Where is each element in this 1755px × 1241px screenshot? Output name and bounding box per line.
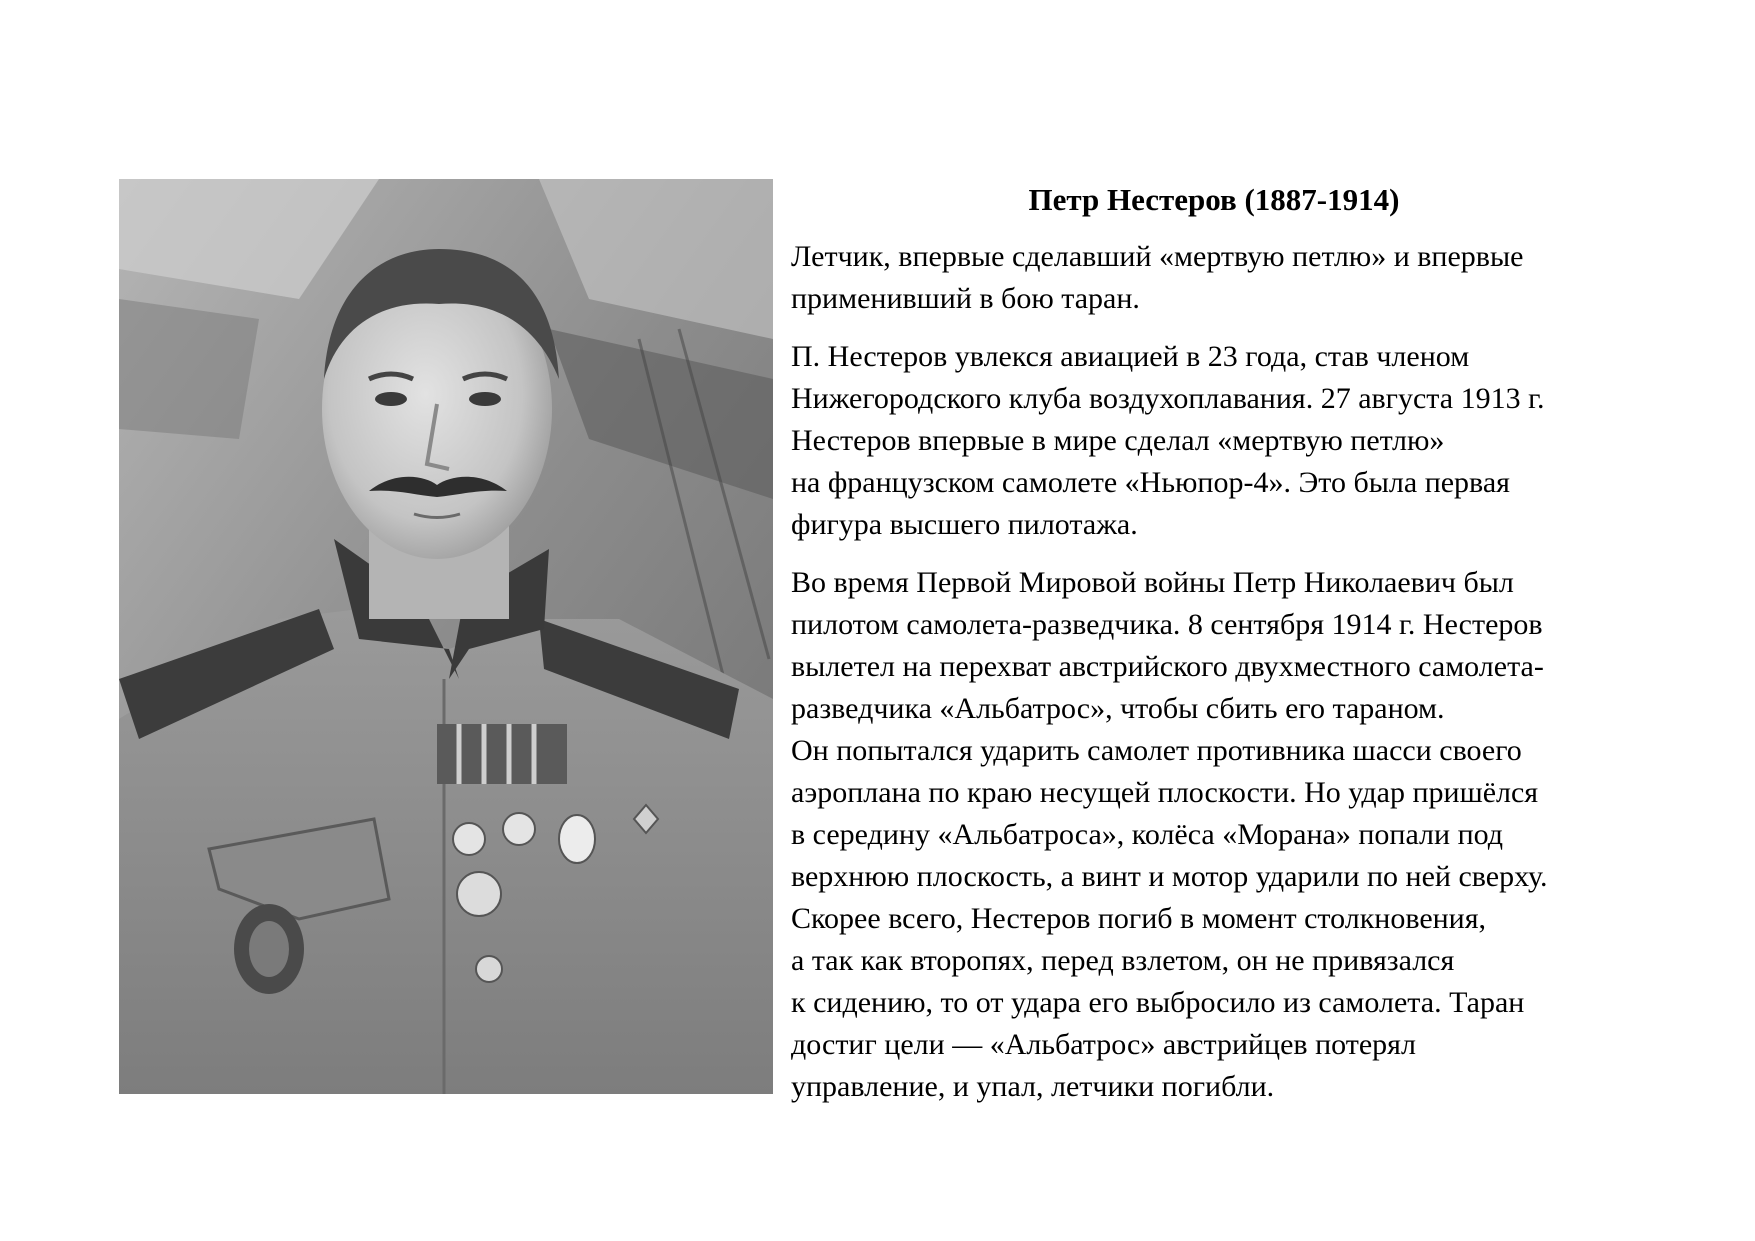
text-line: аэроплана по краю несущей плоскости. Но удар пришёлся <box>791 776 1539 809</box>
text-line: Летчик, впервые сделавший «мертвую петлю» и впервые <box>791 240 1524 273</box>
text-column <box>791 180 1691 1108</box>
text-line: достиг цели — «Альбатрос» австрийцев потерял <box>791 1028 1416 1061</box>
text-line: П. Нестеров увлекся авиацией в 23 года, став членом <box>791 340 1470 373</box>
biography-paragraph <box>791 336 1691 546</box>
text-line: а так как второпях, перед взлетом, он не привязался <box>791 944 1455 977</box>
text-line: верхнюю плоскость, а винт и мотор ударили по ней сверху. <box>791 860 1548 893</box>
page-title: Петр Нестеров (1887-1914) <box>1028 182 1400 217</box>
text-line: в середину «Альбатроса», колёса «Морана» попали под <box>791 818 1504 851</box>
text-line: управление, и упал, летчики погибли. <box>791 1070 1275 1103</box>
text-line: фигура высшего пилотажа. <box>791 508 1138 541</box>
text-line: применивший в бою таран. <box>791 282 1140 315</box>
text-line: Он попытался ударить самолет противника шасси своего <box>791 734 1522 767</box>
text-line: к сидению, то от удара его выбросило из самолета. Таран <box>791 986 1525 1019</box>
text-line: на французском самолете «Ньюпор-4». Это была первая <box>791 466 1510 499</box>
intro-paragraph <box>791 236 1691 320</box>
text-line: вылетел на перехват австрийского двухместного самолета- <box>791 650 1544 683</box>
text-line: Скорее всего, Нестеров погиб в момент столкновения, <box>791 902 1487 935</box>
text-line: Нестеров впервые в мире сделал «мертвую петлю» <box>791 424 1445 457</box>
text-line: Во время Первой Мировой войны Петр Николаевич был <box>791 566 1514 599</box>
text-line: разведчика «Альбатрос», чтобы сбить его тараном. <box>791 692 1445 725</box>
text-line: пилотом самолета-разведчика. 8 сентября 1914 г. Нестеров <box>791 608 1543 641</box>
portrait-photo <box>119 179 773 1094</box>
text-line: Нижегородского клуба воздухоплавания. 27 августа 1913 г. <box>791 382 1545 415</box>
war-paragraph <box>791 562 1691 1108</box>
